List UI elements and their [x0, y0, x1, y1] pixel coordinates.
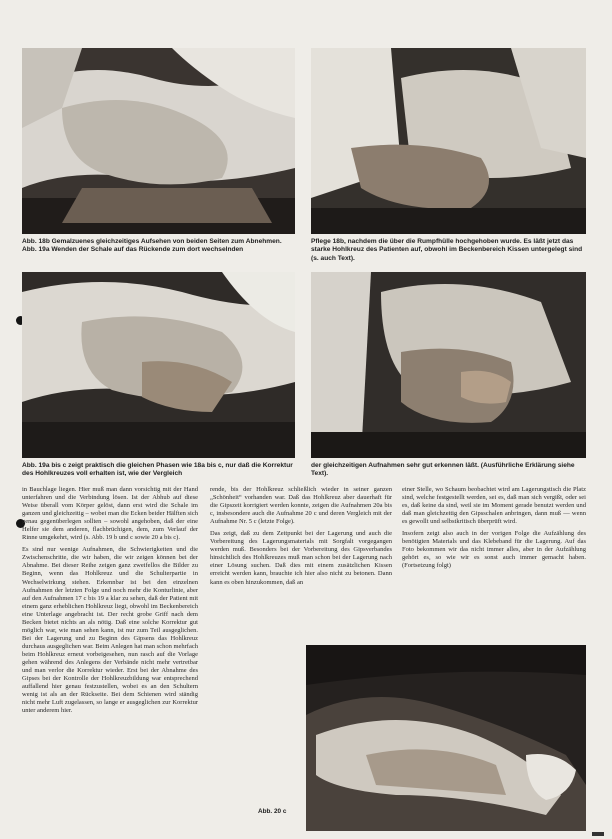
caption-18c: Pflege 18b, nachdem die über die Rumpfhülle hochgehoben wurde. Es läßt jetzt das starke Hohlkreuz des Patienten auf, obwohl im Beckenbereich Kissen untergelegt sind (s. auch Text). [311, 238, 583, 262]
text-column-1 [22, 486, 198, 715]
caption-18b-line: Abb. 18b Gemalzuenes gleichzeitiges Aufsehen von beiden Seiten zum Abnehmen. [22, 238, 282, 245]
caption-18b [22, 238, 297, 255]
caption-19-continued: der gleichzeitigen Aufnahmen sehr gut erkennen läßt. (Ausführliche Erklärung siehe Text). [311, 462, 575, 478]
text-column-3 [402, 486, 586, 570]
column-3-paragraph-2: Insofern zeigt also auch in der vorigen Folge die Aufzählung des benötigten Materials und das Klebeband für die Lagerung. Auf das Foto bekommen wir das nicht immer alles, aber in der Aufzählung gehört es, so wie wir es sonst auch immer gemacht haben. (Fortsetzung folgt) [402, 530, 586, 570]
caption-19: Abb. 19a bis c zeigt praktisch die gleichen Phasen wie 18a bis c, nur daß die Korrektur des Hohlkreuzes voll erhalten ist, wie der Vergleich [22, 462, 293, 478]
photo-19c [311, 272, 586, 458]
photo-19b [22, 272, 295, 458]
column-2-paragraph-1: rende, bis der Hohlkreuz schließlich wieder in seiner ganzen „Schönheit“ vorhanden war. Daß das Hohlkreuz aber dauerhaft für die Gipszeit korrigiert werden konnte, zeigen die Aufnahmen 20a bis c, insbesondere auch die Aufnahme 20 c und deren Vergleich mit der Aufnahme Nr. 5 c (letzte Folge). [210, 486, 392, 526]
page-corner-mark [592, 832, 604, 836]
text-column-2 [210, 486, 392, 587]
column-3-paragraph-1: einer Stelle, wo Schaum beobachtet wird am Lagerungstisch die Platz sind, welche festgestellt werden, sei es, daß man sich vergißt, oder sei es, daß keine da sind, weil sie im Moment gerade benutzt werden und daß man gleichzeitig den Gipsschalen anbringen, dann muß — wenn es gewollt und selbstkritisch überprüft wird. [402, 486, 586, 526]
photo-18c [311, 48, 586, 234]
photo-20c [306, 645, 586, 831]
caption-19a-line: Abb. 19a Wenden der Schale auf das Rückende zum dort wechselnden [22, 246, 244, 254]
column-2-paragraph-2: Das zeigt, daß zu dem Zeitpunkt bei der Lagerung und auch die Vorbereitung des Lagerungsmaterials mit Sorgfalt vorgegangen werden muß. Besonders bei der Vorbereitung des Gipsverbandes hinsichtlich des Hohlkreuzes muß man schon bei der Lagerung nach einer Lösung suchen. Daß dies mit einem zusätzlichen Kissen erreicht werden kann, brauchte ich hier also nicht zu betonen. Dann kann es oben hinzukommen, daß an [210, 530, 392, 586]
photo-18b [22, 48, 295, 234]
caption-20c: Abb. 20 c [258, 808, 287, 815]
column-1-paragraph-1: in Bauchlage liegen. Hier muß man dann vorsichtig mit der Hand unterfahren und die Verbindung lösen. Ist der Abhub auf diese Weise überall vom Körper gelöst, dann erst wird die Schale im ganzen und gleichzeitig – wobei man die Ecken beider Hälften sich genau gegenüberlegen sollten – sowohl angehoben, daß der eine Helfer sie dem anderen, flachbrüchigen, dem, zum Verlauf der Rinne umgekehrt, wird (s. Abb. 19 b und c sowie 20 a bis c). [22, 486, 198, 542]
column-1-paragraph-2: Es sind nur wenige Aufnahmen, die Schwierigkeiten und die Zwischenschritte, die wir haben, die wir zeigen können bei der Abnahme. Bei dieser Reihe zeigen ganz zweifellos die Bilder zu Beginn, wenn das Hohlkreuz und die Schulterpartie in Wechselwirkung stehen. Erkennbar ist bei den einzelnen Aufnahmen der letzten Folge und noch mehr die Konturlinie, aber auf den Aufnahmen 17 c bis 19 a klar zu sehen, daß der Patient mit einem ganz erheblichen Hohlkreuz liegt, obwohl im Beckenbereich eine Unterlage angebracht ist. Der recht grobe Griff nach dem Becken bietet nichts an als nötig. Daß eine solche Korrektur gut möglich war, wie man sehen kann, ist nur zum Teil ausgeglichen. Bei der Lagerung und zu Beginn des Gipsens das Hohlkreuz durchaus ausgeglichen war. Beim Anlegen hat man schon mehrfach beim Hohlkreuz erneut vorbeigesehen, nun rasch auf die Vorlage gehen während des Anlegens der Verbände nicht mehr vertretbar und man verlor die Korrektur wieder. Erst bei der Abnahme des Gipses bei der Kontrolle der Hohlkreuzbildung war entsprechend auffallend hier genau festzustellen, wobei es an den Schultern wenig ist als an der Rückseite. Bei dem Schienen wird ständig nicht mehr Luft zugelassen, so lange er ausgeglichen zur Korrektur unter anderem hier. [22, 546, 198, 715]
